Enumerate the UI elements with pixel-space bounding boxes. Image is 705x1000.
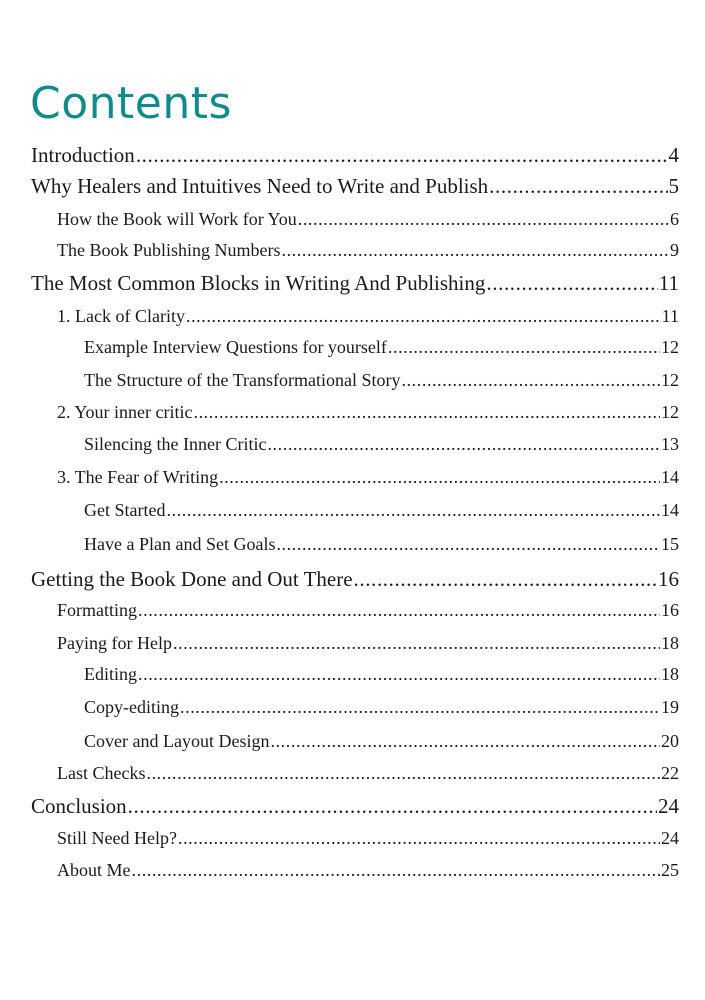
dot-leader bbox=[298, 205, 669, 233]
dot-leader bbox=[132, 856, 661, 884]
toc-entry-title: Get Started bbox=[84, 500, 166, 520]
toc-entry-title: The Book Publishing Numbers bbox=[57, 240, 281, 260]
dot-leader bbox=[173, 629, 660, 657]
toc-entry-page-number: 22 bbox=[661, 763, 679, 783]
toc-entry[interactable] bbox=[84, 693, 679, 721]
toc-entry[interactable] bbox=[57, 398, 679, 426]
toc-entry-title: Silencing the Inner Critic bbox=[84, 434, 267, 454]
toc-entry[interactable] bbox=[57, 629, 679, 657]
toc-entry-title: Getting the Book Done and Out There bbox=[31, 567, 353, 591]
dot-leader bbox=[276, 530, 660, 558]
dot-leader bbox=[136, 140, 668, 170]
toc-entry-title: Editing bbox=[84, 664, 137, 684]
dot-leader bbox=[270, 727, 660, 755]
toc-entry-page-number: 4 bbox=[668, 143, 679, 167]
toc-entry-page-number: 24 bbox=[661, 828, 679, 848]
toc-entry-title: 1. Lack of Clarity bbox=[57, 306, 185, 326]
toc-entry[interactable] bbox=[31, 171, 679, 201]
toc-entry-title: About Me bbox=[57, 860, 131, 880]
toc-entry-title: Still Need Help? bbox=[57, 828, 177, 848]
toc-entry[interactable] bbox=[84, 366, 679, 394]
dot-leader bbox=[489, 171, 667, 201]
toc-entry-page-number: 16 bbox=[661, 600, 679, 620]
dot-leader bbox=[486, 268, 657, 298]
toc-entry-page-number: 18 bbox=[661, 633, 679, 653]
toc-entry[interactable] bbox=[57, 759, 679, 787]
page-title: Contents bbox=[30, 78, 232, 129]
toc-entry-title: Have a Plan and Set Goals bbox=[84, 534, 276, 554]
toc-entry[interactable] bbox=[57, 463, 679, 491]
dot-leader bbox=[128, 791, 657, 821]
toc-entry-title: Introduction bbox=[31, 143, 135, 167]
toc-entry[interactable] bbox=[57, 236, 679, 264]
dot-leader bbox=[166, 496, 660, 524]
toc-entry[interactable] bbox=[84, 530, 679, 558]
toc-entry[interactable] bbox=[84, 496, 679, 524]
toc-entry[interactable] bbox=[84, 727, 679, 755]
toc-entry-page-number: 11 bbox=[658, 271, 679, 295]
toc-entry-title: Example Interview Questions for yourself bbox=[84, 337, 387, 357]
toc-entry-page-number: 24 bbox=[658, 794, 679, 818]
toc-entry-page-number: 5 bbox=[668, 174, 679, 198]
toc-entry-title: Formatting bbox=[57, 600, 137, 620]
toc-entry[interactable] bbox=[31, 564, 679, 594]
toc-entry[interactable] bbox=[84, 333, 679, 361]
toc-entry-title: How the Book will Work for You bbox=[57, 209, 297, 229]
toc-entry[interactable] bbox=[57, 824, 679, 852]
toc-entry-page-number: 20 bbox=[661, 731, 679, 751]
toc-entry-title: 3. The Fear of Writing bbox=[57, 467, 219, 487]
toc-entry-page-number: 6 bbox=[670, 209, 679, 229]
dot-leader bbox=[178, 824, 660, 852]
toc-entry-title: Why Healers and Intuitives Need to Write and Publish bbox=[31, 174, 489, 198]
dot-leader bbox=[401, 366, 660, 394]
toc-entry-title: Last Checks bbox=[57, 763, 146, 783]
toc-entry[interactable] bbox=[31, 140, 679, 170]
toc-entry-page-number: 11 bbox=[661, 306, 679, 326]
toc-entry-page-number: 13 bbox=[661, 434, 679, 454]
toc-entry-page-number: 19 bbox=[661, 697, 679, 717]
dot-leader bbox=[388, 333, 660, 361]
toc-entry[interactable] bbox=[57, 302, 679, 330]
toc-entry-page-number: 12 bbox=[661, 337, 679, 357]
toc-entry-title: Paying for Help bbox=[57, 633, 172, 653]
toc-entry[interactable] bbox=[57, 205, 679, 233]
toc-entry-page-number: 12 bbox=[661, 370, 679, 390]
toc-entry-page-number: 12 bbox=[661, 402, 679, 422]
dot-leader bbox=[146, 759, 660, 787]
toc-entry-title: Copy-editing bbox=[84, 697, 179, 717]
toc-entry-title: 2. Your inner critic bbox=[57, 402, 193, 422]
dot-leader bbox=[180, 693, 660, 721]
dot-leader bbox=[193, 398, 660, 426]
dot-leader bbox=[138, 660, 660, 688]
dot-leader bbox=[138, 596, 660, 624]
dot-leader bbox=[219, 463, 660, 491]
toc-entry-page-number: 9 bbox=[670, 240, 679, 260]
toc-entry-page-number: 18 bbox=[661, 664, 679, 684]
toc-entry-title: Cover and Layout Design bbox=[84, 731, 270, 751]
toc-entry-page-number: 14 bbox=[661, 467, 679, 487]
toc-entry-page-number: 15 bbox=[661, 534, 679, 554]
toc-entry-title: The Structure of the Transformational Story bbox=[84, 370, 401, 390]
dot-leader bbox=[186, 302, 661, 330]
toc-entry-title: The Most Common Blocks in Writing And Publishing bbox=[31, 271, 486, 295]
toc-entry-title: Conclusion bbox=[31, 794, 127, 818]
toc-entry[interactable] bbox=[57, 856, 679, 884]
toc-entry[interactable] bbox=[84, 430, 679, 458]
toc-entry-page-number: 14 bbox=[661, 500, 679, 520]
toc-entry[interactable] bbox=[57, 596, 679, 624]
toc-entry-page-number: 25 bbox=[661, 860, 679, 880]
toc-entry[interactable] bbox=[31, 791, 679, 821]
dot-leader bbox=[267, 430, 660, 458]
toc-entry-page-number: 16 bbox=[658, 567, 679, 591]
toc-entry[interactable] bbox=[31, 268, 679, 298]
dot-leader bbox=[282, 236, 670, 264]
dot-leader bbox=[354, 564, 657, 594]
toc-entry[interactable] bbox=[84, 660, 679, 688]
